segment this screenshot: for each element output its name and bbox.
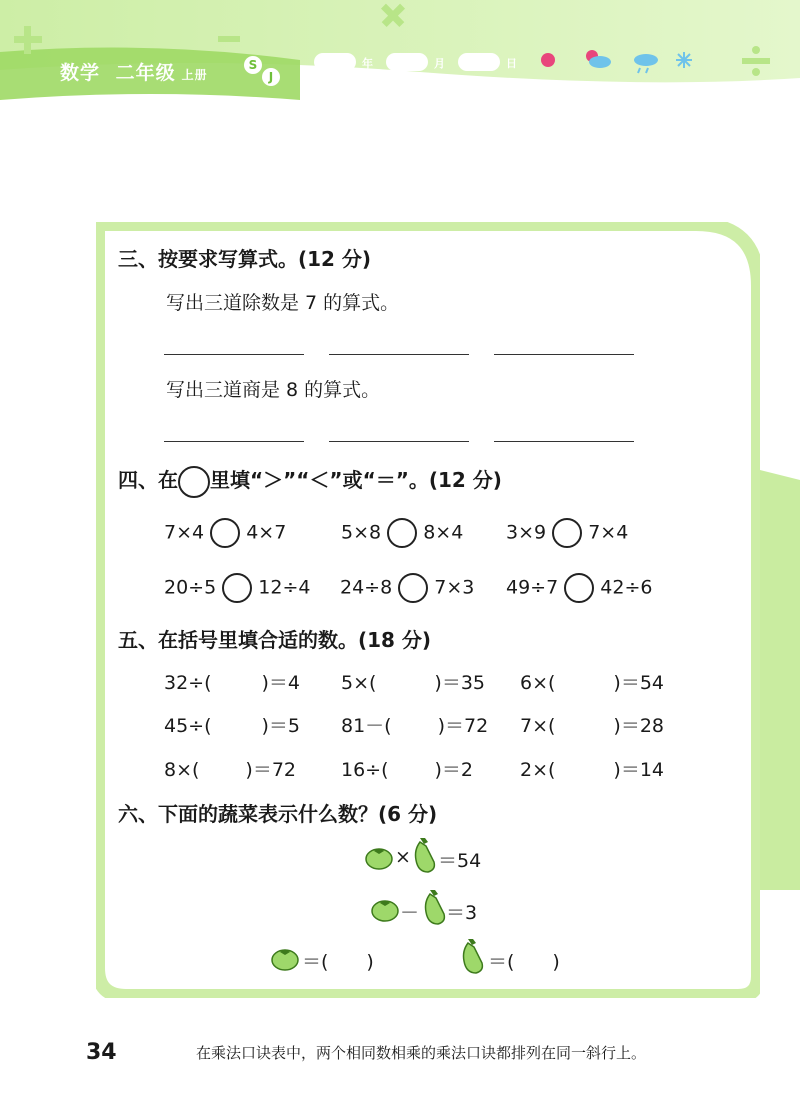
grade-label: 二年级 [115, 62, 176, 84]
eggplant-icon [410, 836, 440, 876]
compare-left: 7×4 [164, 521, 205, 544]
section4-title [118, 464, 502, 498]
fill-item[interactable] [341, 711, 488, 738]
answer-tomato[interactable]: ＝( ) [302, 951, 374, 973]
section3-prompt2: 写出三道商是 8 的算式。 [166, 379, 381, 401]
fill-post: )＝54 [613, 672, 665, 694]
fill-pre: 45÷( [164, 715, 212, 737]
fill-item[interactable] [520, 668, 664, 695]
compare-left: 3×9 [506, 521, 547, 544]
fill-item[interactable] [520, 755, 664, 782]
year-field[interactable] [314, 53, 356, 71]
day-label: 日 [506, 57, 517, 70]
answer-line[interactable] [329, 354, 469, 355]
compare-item [506, 518, 628, 548]
badge-s: S [244, 56, 262, 74]
compare-right: 42÷6 [600, 576, 653, 599]
compare-item [340, 573, 474, 603]
answer-line[interactable] [329, 441, 469, 442]
eq1-result: ＝54 [438, 850, 482, 872]
answer-line[interactable] [494, 354, 634, 355]
section5-title: 五、在括号里填合适的数。(18 分) [118, 628, 432, 652]
fill-pre: 5×( [341, 672, 377, 694]
fill-post: )＝4 [261, 672, 301, 694]
fill-pre: 2×( [520, 759, 556, 781]
fill-item[interactable] [164, 711, 300, 738]
section4-title-post: 里填“＞”“＜”或“＝”。(12 分) [210, 468, 502, 492]
eq2-result: ＝3 [446, 902, 478, 924]
weather-icons [536, 46, 716, 76]
fill-pre: 81－( [341, 715, 392, 737]
compare-left: 20÷5 [164, 576, 217, 599]
compare-right: 7×4 [588, 521, 629, 544]
header-title [60, 58, 208, 85]
compare-item [164, 573, 310, 603]
compare-item [164, 518, 286, 548]
fill-pre: 32÷( [164, 672, 212, 694]
rain-icon [634, 54, 658, 73]
fill-item[interactable] [164, 668, 300, 695]
compare-left: 24÷8 [340, 576, 393, 599]
answer-line[interactable] [164, 354, 304, 355]
sunny-icon [541, 53, 555, 67]
page-number: 34 [86, 1040, 117, 1065]
compare-circle[interactable] [222, 573, 252, 603]
volume-label: 上册 [181, 68, 208, 82]
compare-right: 7×3 [434, 576, 475, 599]
day-field[interactable] [458, 53, 500, 71]
compare-circle[interactable] [210, 518, 240, 548]
tomato-icon [364, 845, 394, 871]
fill-pre: 7×( [520, 715, 556, 737]
compare-left: 49÷7 [506, 576, 559, 599]
fill-pre: 6×( [520, 672, 556, 694]
compare-circle[interactable] [552, 518, 582, 548]
section6-title: 六、下面的蔬菜表示什么数？(6 分) [118, 802, 438, 826]
answer-line[interactable] [164, 441, 304, 442]
fill-post: )＝2 [434, 759, 474, 781]
fill-post: )＝72 [437, 715, 489, 737]
fill-item[interactable] [520, 711, 664, 738]
fill-pre: 16÷( [341, 759, 389, 781]
compare-left: 5×8 [341, 521, 382, 544]
footer-tip: 在乘法口诀表中，两个相同数相乘的乘法口诀都排列在同一斜行上。 [196, 1044, 647, 1062]
fill-item[interactable] [341, 755, 473, 782]
fill-post: )＝14 [613, 759, 665, 781]
fill-post: )＝72 [245, 759, 297, 781]
eggplant-icon [458, 937, 488, 977]
compare-right: 4×7 [246, 521, 287, 544]
fill-item[interactable] [341, 668, 485, 695]
snow-icon [676, 52, 692, 68]
section3-title: 三、按要求写算式。(12 分) [118, 247, 372, 271]
tomato-icon [370, 897, 400, 923]
compare-right: 12÷4 [258, 576, 311, 599]
fill-item[interactable] [164, 755, 296, 782]
fill-post: )＝28 [613, 715, 665, 737]
section3-prompt1: 写出三道除数是 7 的算式。 [166, 292, 400, 314]
answer-line[interactable] [494, 441, 634, 442]
year-label: 年 [362, 57, 373, 70]
fill-post: )＝35 [434, 672, 486, 694]
section4-title-pre: 四、在 [118, 468, 178, 492]
subject-label: 数学 [60, 62, 101, 84]
compare-item [341, 518, 463, 548]
month-field[interactable] [386, 53, 428, 71]
month-label: 月 [434, 57, 445, 70]
badge-j: J [262, 68, 280, 86]
compare-circle[interactable] [564, 573, 594, 603]
fill-post: )＝5 [261, 715, 301, 737]
compare-item [506, 573, 652, 603]
content-panel [96, 222, 760, 998]
answer-eggplant[interactable]: ＝( ) [488, 951, 560, 973]
fill-pre: 8×( [164, 759, 200, 781]
compare-circle[interactable] [387, 518, 417, 548]
eq1-operator: × [395, 846, 411, 868]
compare-circle[interactable] [398, 573, 428, 603]
compare-right: 8×4 [423, 521, 464, 544]
cloudy-sun-icon [586, 50, 611, 68]
eq2-operator: － [400, 902, 420, 924]
example-circle [178, 466, 210, 498]
tomato-icon [270, 946, 300, 972]
